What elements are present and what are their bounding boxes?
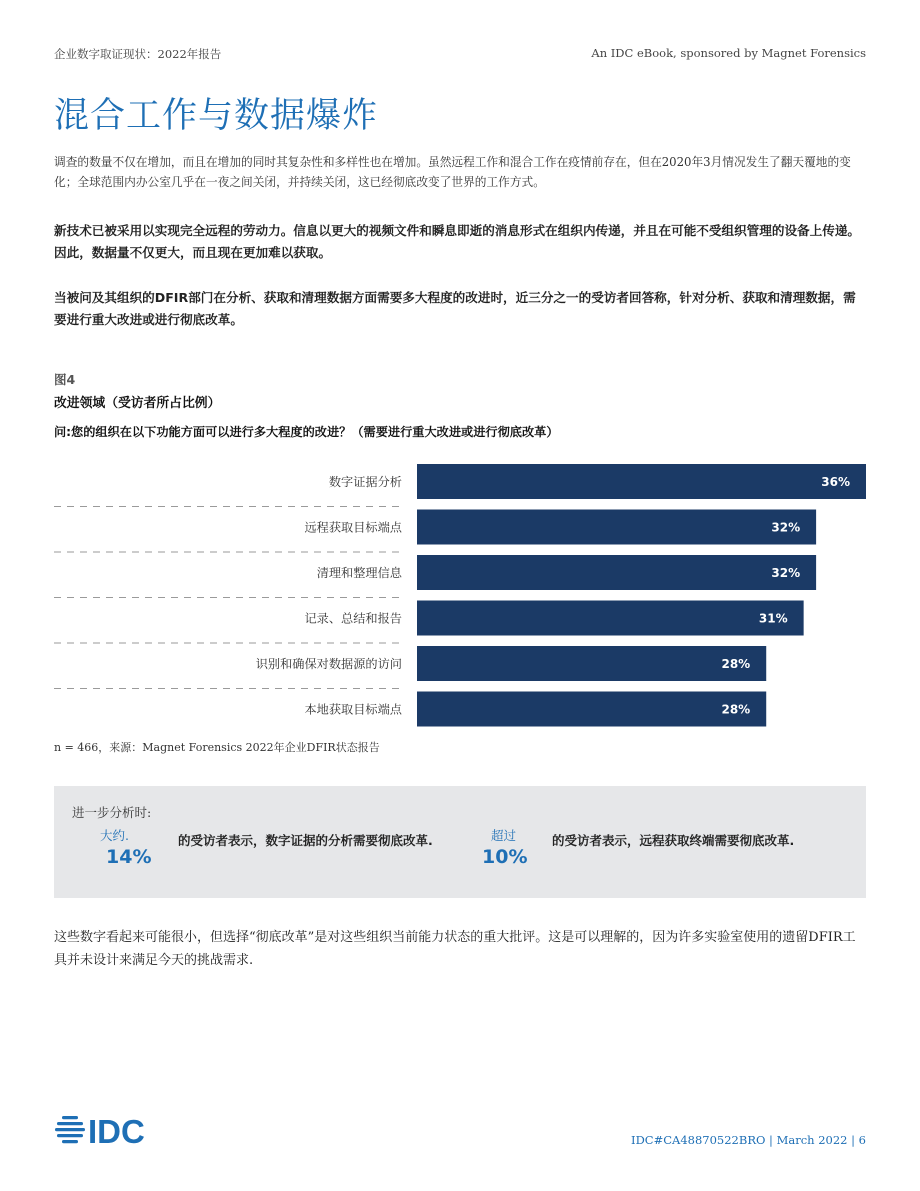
- page-footer: IDC#CA48870522BRO | March 2022 | 6: [631, 1133, 866, 1147]
- category-label: 数字证据分析: [328, 475, 402, 489]
- bar-value-label: 28%: [721, 657, 751, 671]
- stat-prefix: 超过: [491, 828, 517, 843]
- bar-value-label: 36%: [821, 475, 850, 489]
- bar: [417, 555, 816, 590]
- category-label: 本地获取目标端点: [304, 702, 402, 717]
- category-label: 清理和整理信息: [316, 566, 402, 580]
- stat-value: 14%: [106, 846, 152, 868]
- figure-label: 图4: [54, 372, 76, 387]
- category-label: 远程获取目标端点: [304, 520, 402, 535]
- highlight-paragraph-2: 当被问及其组织的DFIR部门在分析、获取和清理数据方面需要多大程度的改进时，近三分之一的受访者回答称，针对分析、获取和清理数据，需要进行重大改进或进行彻底改革。: [54, 290, 856, 327]
- header-report-title: 企业数字取证现状：2022年报告: [54, 47, 222, 61]
- bar-value-label: 31%: [758, 611, 788, 626]
- callout-title: 进一步分析时:: [72, 805, 152, 820]
- figure-title: 改进领域（受访者所占比例）: [54, 396, 221, 411]
- figure-question: 问:您的组织在以下功能方面可以进行多大程度的改进？（需要进行重大改进或进行彻底改革）: [54, 425, 559, 439]
- bar: [417, 646, 766, 681]
- figure-source-note: n = 466，来源：Magnet Forensics 2022年企业DFIR状态报告: [54, 741, 380, 754]
- idc-logo: [54, 1113, 164, 1149]
- stat-description: 的受访者表示，数字证据的分析需要彻底改革.: [178, 833, 433, 848]
- bar-value-label: 32%: [771, 520, 801, 535]
- category-label: 记录、总结和报告: [304, 611, 402, 626]
- bar: [417, 464, 866, 499]
- bar-value-label: 28%: [721, 702, 751, 717]
- stat-prefix: 大约.: [100, 828, 129, 843]
- bar: [417, 510, 816, 545]
- header-sponsor-note: An IDC eBook, sponsored by Magnet Forensics: [591, 46, 866, 60]
- bar-value-label: 32%: [771, 566, 801, 580]
- idc-globe-icon: [55, 1116, 85, 1143]
- stat-value: 10%: [482, 846, 528, 868]
- category-label: 识别和确保对数据源的访问: [255, 657, 402, 671]
- idc-logo-text: IDC: [88, 1113, 145, 1149]
- improvement-bar-chart: [0, 455, 920, 735]
- further-analysis-callout: [54, 786, 866, 898]
- intro-paragraph: 调查的数量不仅在增加，而且在增加的同时其复杂性和多样性也在增加。虽然远程工作和混合工作在疫情前存在，但在2020年3月情况发生了翻天覆地的变化；全球范围内办公室几乎在一夜之间关闭，并持续关闭，这已经彻底改变了世界的工作方式。: [54, 155, 851, 189]
- page-title: 混合工作与数据爆炸: [54, 96, 379, 136]
- highlight-paragraph-1: 新技术已被采用以实现完全远程的劳动力。信息以更大的视频文件和瞬息即逝的消息形式在组织内传递，并且在可能不受组织管理的设备上传递。因此，数据量不仅更大，而且现在更加难以获取。: [54, 223, 860, 260]
- bar: [417, 601, 804, 636]
- bar: [417, 692, 766, 727]
- closing-paragraph: 这些数字看起来可能很小，但选择“彻底改革”是对这些组织当前能力状态的重大批评。这是可以理解的，因为许多实验室使用的遗留DFIR工具并未设计来满足今天的挑战需求.: [54, 930, 856, 968]
- stat-description: 的受访者表示，远程获取终端需要彻底改革.: [552, 833, 795, 848]
